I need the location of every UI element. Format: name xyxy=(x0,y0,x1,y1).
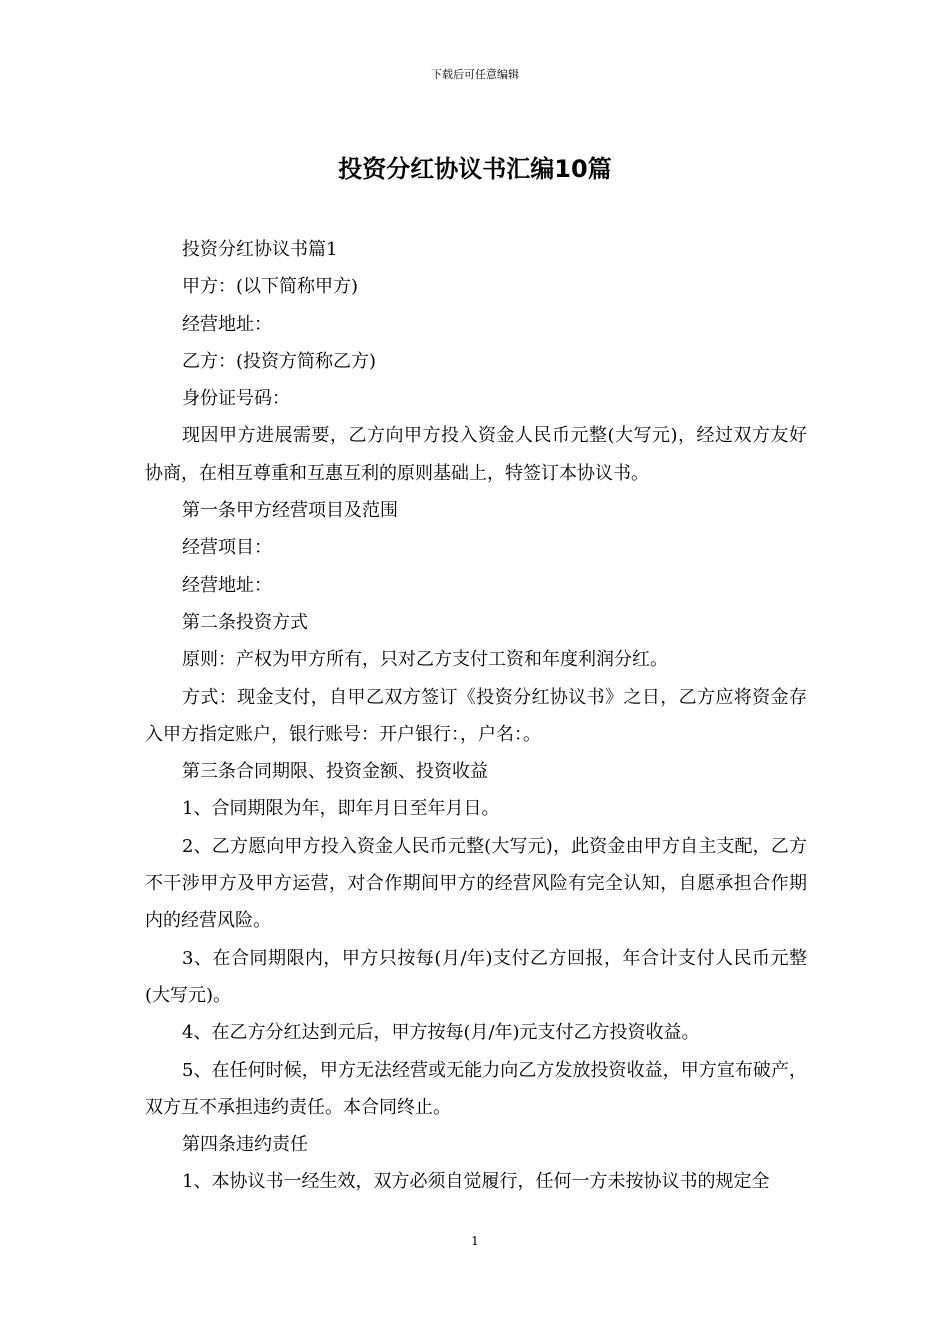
document-body xyxy=(145,231,807,1201)
paragraph-5: 身份证号码： xyxy=(182,388,290,410)
paragraph-9: 经营地址： xyxy=(182,574,272,596)
paragraph-8: 经营项目： xyxy=(182,537,272,559)
paragraph-15: 2、乙方愿向甲方投入资金人民币元整(大写元)，此资金由甲方自主支配，乙方不干涉甲方及甲方运营，对合作期间甲方的经营风险有完全认知，自愿承担合作期内的经营风险。 xyxy=(145,835,807,932)
paragraph-19: 第四条违约责任 xyxy=(182,1134,308,1156)
paragraph-20: 1、本协议书一经生效，双方必须自觉履行，任何一方未按协议书的规定全 xyxy=(182,1171,770,1193)
paragraph-7: 第一条甲方经营项目及范围 xyxy=(182,500,398,522)
paragraph-1: 投资分红协议书篇1 xyxy=(182,239,338,260)
paragraph-11: 原则：产权为甲方所有，只对乙方支付工资和年度利润分红。 xyxy=(182,649,668,671)
paragraph-14: 1、合同期限为年，即年月日至年月日。 xyxy=(182,798,500,820)
page-header-note: 下载后可任意编辑 xyxy=(431,68,519,81)
paragraph-17: 4、在乙方分红达到元后，甲方按每(月/年)元支付乙方投资收益。 xyxy=(182,1022,700,1044)
paragraph-6: 现因甲方进展需要，乙方向甲方投入资金人民币元整(大写元)，经过双方友好协商，在相互尊重和互惠互利的原则基础上，特签订本协议书。 xyxy=(145,425,807,484)
paragraph-10: 第二条投资方式 xyxy=(182,611,308,633)
paragraph-12: 方式：现金支付，自甲乙双方签订《投资分红协议书》之日，乙方应将资金存入甲方指定账户，银行账号：开户银行：，户名：。 xyxy=(145,686,807,745)
paragraph-3: 经营地址： xyxy=(182,313,272,335)
paragraph-4: 乙方：(投资方简称乙方) xyxy=(182,350,377,372)
paragraph-18: 5、在任何时候，甲方无法经营或无能力向乙方发放投资收益，甲方宣布破产，双方互不承担违约责任。本合同终止。 xyxy=(145,1059,807,1118)
page-number: 1 xyxy=(471,1234,479,1248)
paragraph-16: 3、在合同期限内，甲方只按每(月/年)支付乙方回报，年合计支付人民币元整(大写元)。 xyxy=(145,947,807,1006)
paragraph-13: 第三条合同期限、投资金额、投资收益 xyxy=(182,761,488,783)
paragraph-2: 甲方：(以下简称甲方) xyxy=(182,276,359,298)
document-title: 投资分红协议书汇编10篇 xyxy=(338,155,612,183)
